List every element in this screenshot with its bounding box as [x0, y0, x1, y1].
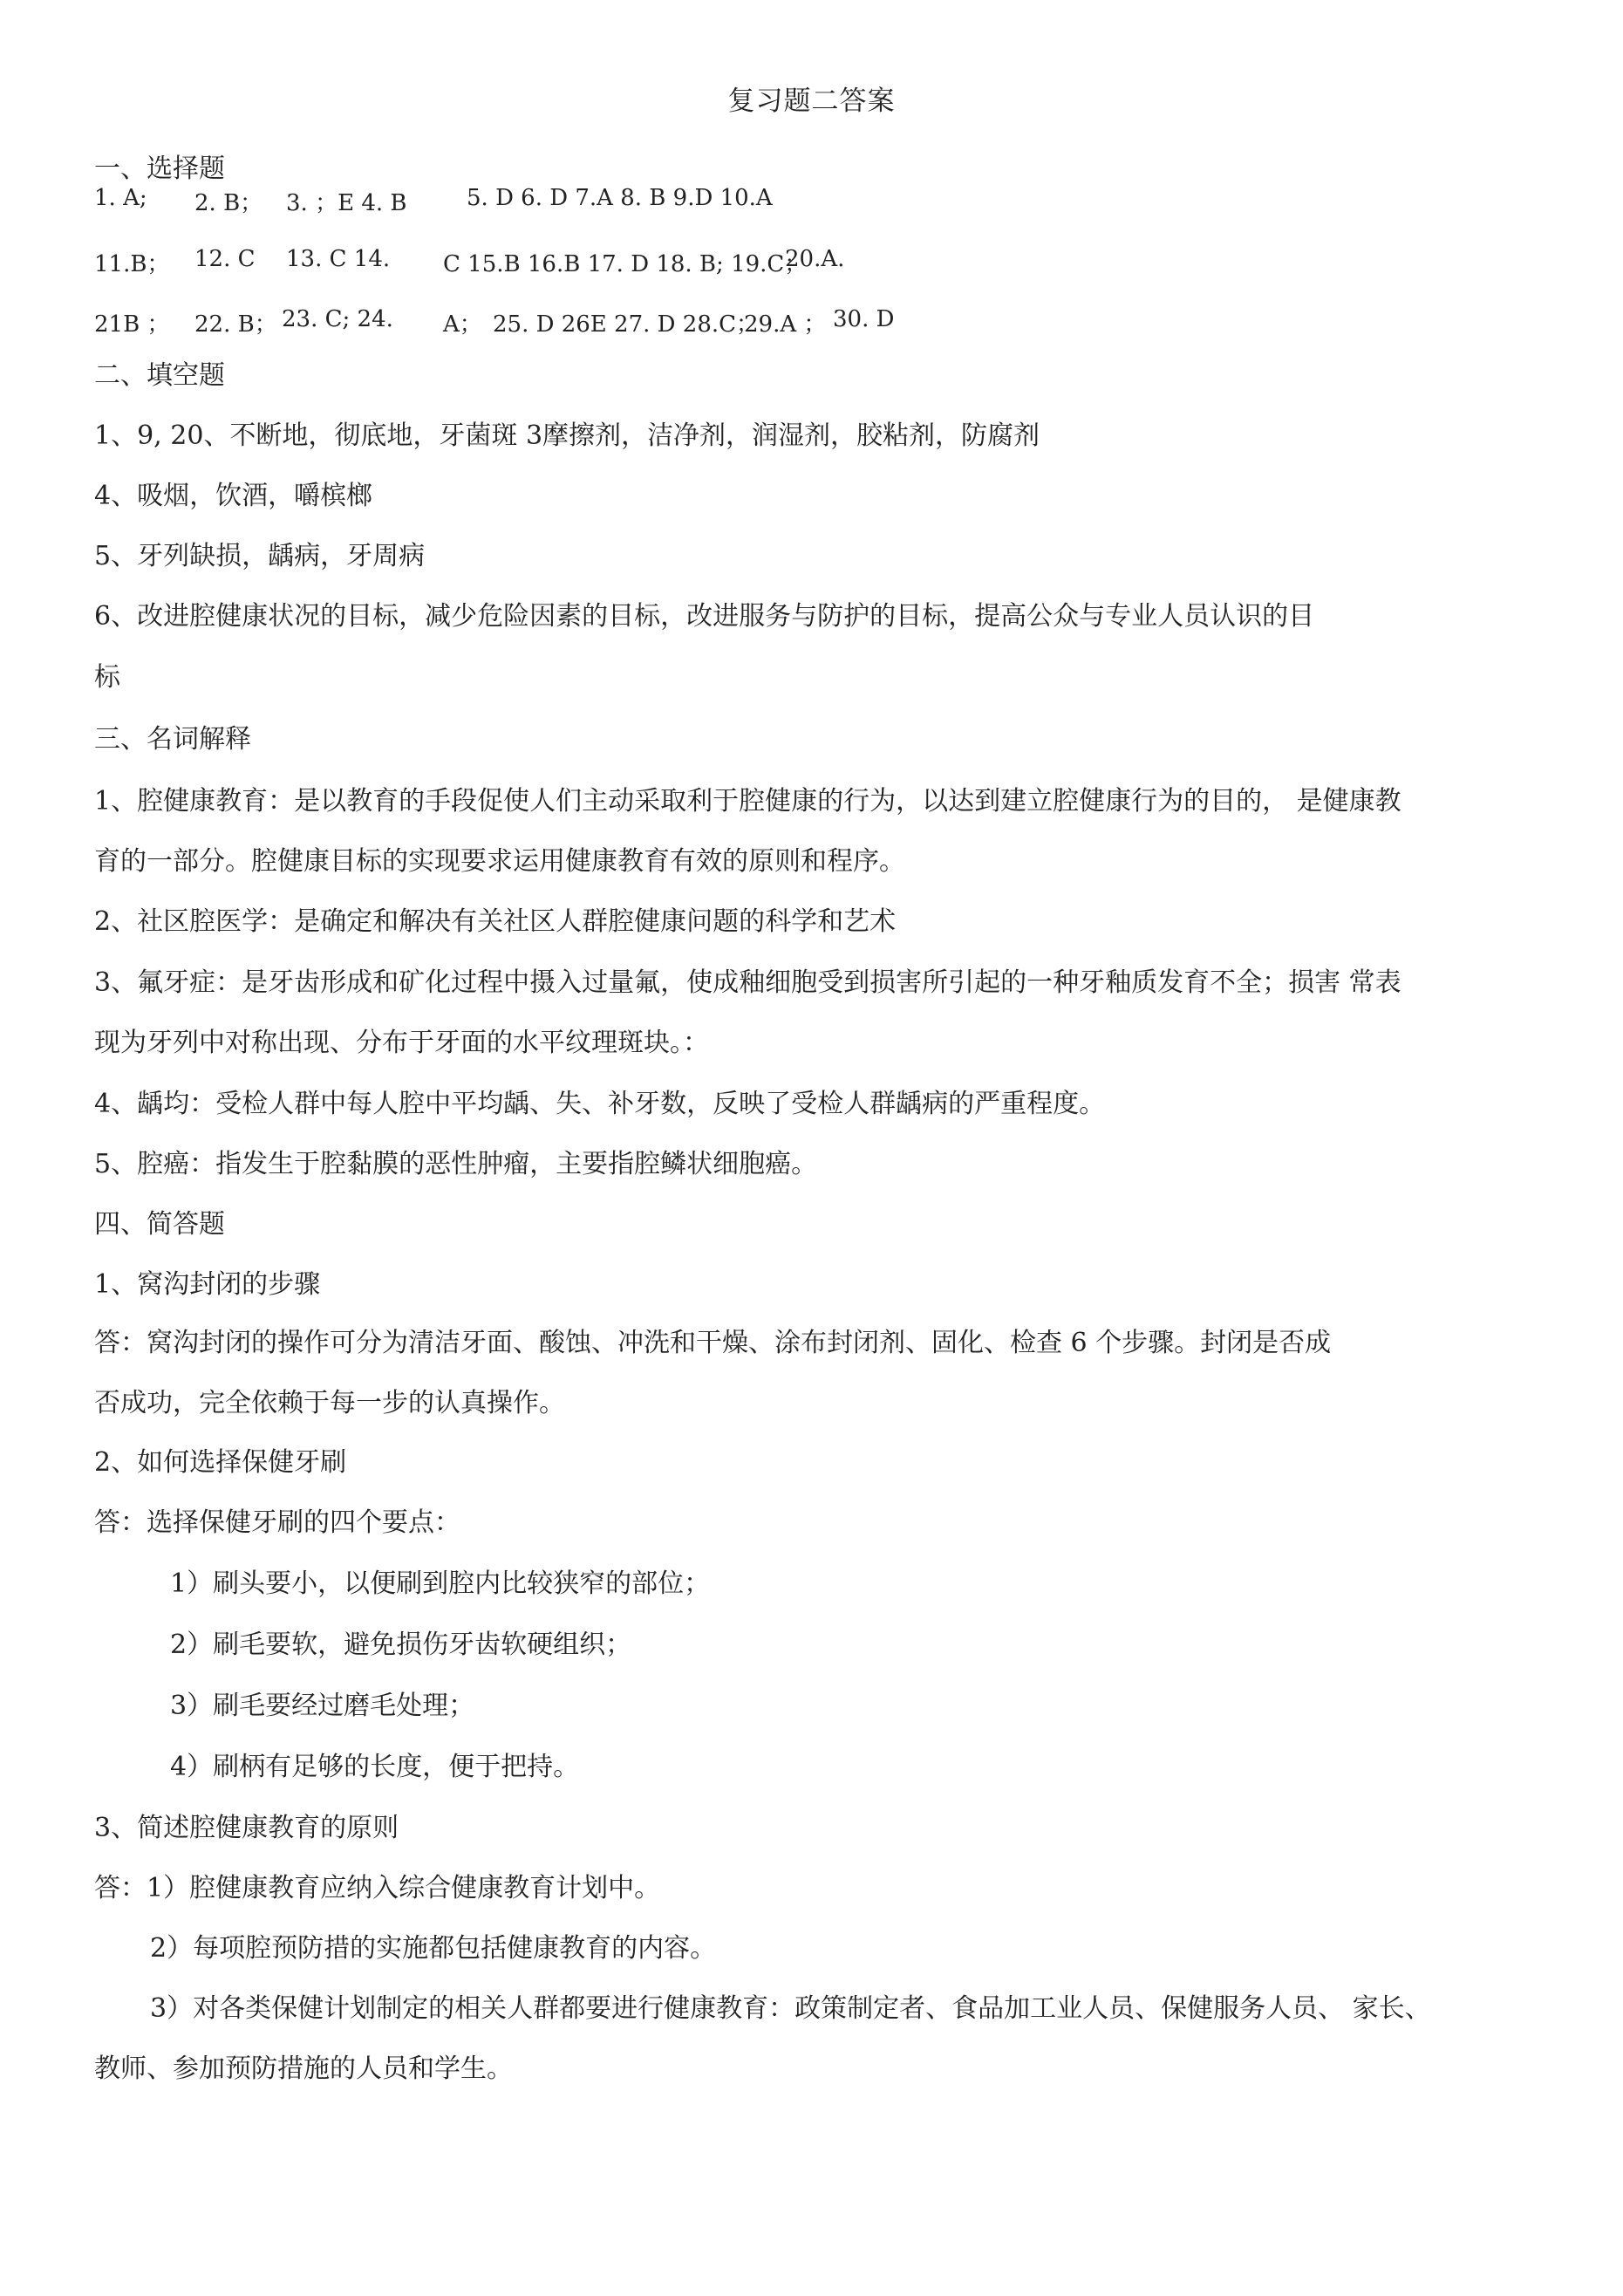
definition-text: 1、腔健康教育：是以教育的手段促使人们主动采取利于腔健康的行为，以达到建立腔健康行为的目的， 是健康教 — [94, 786, 1401, 817]
fill-answer: 1、9, 20、不断地，彻底地，牙菌斑 3摩擦剂，洁净剂，润湿剂，胶粘剂，防腐剂 — [94, 420, 1040, 451]
answer-cell: 20.A. — [785, 246, 845, 272]
section-heading-definitions: 三、名词解释 — [94, 724, 251, 755]
fill-answer: 6、改进腔健康状况的目标，减少危险因素的目标，改进服务与防护的目标，提高公众与专业人员认识的目 — [94, 601, 1315, 632]
answer-cell: 12. C — [194, 246, 256, 272]
answer-cell: 22. B； — [194, 311, 277, 338]
question-text: 3、简述腔健康教育的原则 — [94, 1813, 399, 1843]
answer-item: 4）刷柄有足够的长度，便于把持。 — [170, 1752, 580, 1782]
answer-item: 1）刷头要小，以便刷到腔内比较狭窄的部位； — [170, 1568, 711, 1599]
answer-cell: 3. ；E 4. B — [286, 190, 407, 216]
definition-text: 3、氟牙症：是牙齿形成和矿化过程中摄入过量氟，使成釉细胞受到损害所引起的一种牙釉质发育不全；损害 常表 — [94, 967, 1401, 998]
question-text: 2、如何选择保健牙刷 — [94, 1447, 347, 1478]
answer-cell: 21B ； — [94, 311, 170, 338]
answer-item: 3）对各类保健计划制定的相关人群都要进行健康教育：政策制定者、食品加工业人员、保健服务人员、 家长、 — [150, 1993, 1431, 2024]
definition-text: 2、社区腔医学：是确定和解决有关社区人群腔健康问题的科学和艺术 — [94, 906, 897, 937]
answer-cell: 29.A ； — [744, 311, 827, 338]
fill-answer: 5、牙列缺损，龋病，牙周病 — [94, 541, 426, 571]
answer-cell: 2. B； — [194, 190, 263, 216]
answer-text: 答：选择保健牙刷的四个要点： — [94, 1507, 460, 1538]
answer-cell: A； — [443, 311, 482, 338]
answer-item-cont: 教师、参加预防措施的人员和学生。 — [94, 2053, 513, 2084]
fill-answer: 4、吸烟，饮酒，嚼槟榔 — [94, 481, 373, 511]
answer-text: 答：1）腔健康教育应纳入综合健康教育计划中。 — [94, 1873, 661, 1903]
answer-cell: 25. D 26E 27. D 28.C； — [493, 311, 760, 338]
definition-text: 育的一部分。腔健康目标的实现要求运用健康教育有效的原则和程序。 — [94, 846, 905, 877]
definition-text: 4、龋均：受检人群中每人腔中平均龋、失、补牙数，反映了受检人群龋病的严重程度。 — [94, 1089, 1106, 1119]
answer-cell: 5. D 6. D 7.A 8. B 9.D 10.A — [467, 185, 773, 211]
answer-cell: 11.B； — [94, 251, 170, 277]
definition-text: 5、腔癌：指发生于腔黏膜的恶性肿瘤，主要指腔鳞状细胞癌。 — [94, 1149, 818, 1179]
page-title: 复习题二答案 — [727, 85, 896, 117]
definition-text: 现为牙列中对称出现、分布于牙面的水平纹理斑块。： — [94, 1028, 709, 1058]
section-heading-fill: 二、填空题 — [94, 360, 225, 391]
section-heading-short-answer: 四、简答题 — [94, 1209, 225, 1240]
answer-item: 3）刷毛要经过磨毛处理； — [170, 1691, 475, 1721]
answer-cell: 23. C; 24. — [282, 306, 393, 332]
answer-cell: 1. A; — [94, 185, 147, 211]
answer-item: 2）刷毛要软，避免损伤牙齿软硬组织； — [170, 1630, 632, 1660]
section-heading-choice: 一、选择题 — [94, 154, 225, 184]
question-text: 1、窝沟封闭的步骤 — [94, 1269, 321, 1300]
answer-text: 答：窝沟封闭的操作可分为清洁牙面、酸蚀、冲洗和干燥、涂布封闭剂、固化、检查 6 个步骤。封闭是否成 — [94, 1328, 1332, 1358]
answer-cell: C 15.B 16.B 17. D 18. B; 19.C； — [443, 251, 808, 277]
fill-answer-cont: 标 — [94, 662, 120, 693]
answer-cell: 30. D — [833, 306, 895, 332]
answer-cell: 13. C 14. — [286, 246, 391, 272]
answer-text: 否成功，完全依赖于每一步的认真操作。 — [94, 1388, 565, 1418]
answer-item: 2）每项腔预防措的实施都包括健康教育的内容。 — [150, 1933, 717, 1964]
